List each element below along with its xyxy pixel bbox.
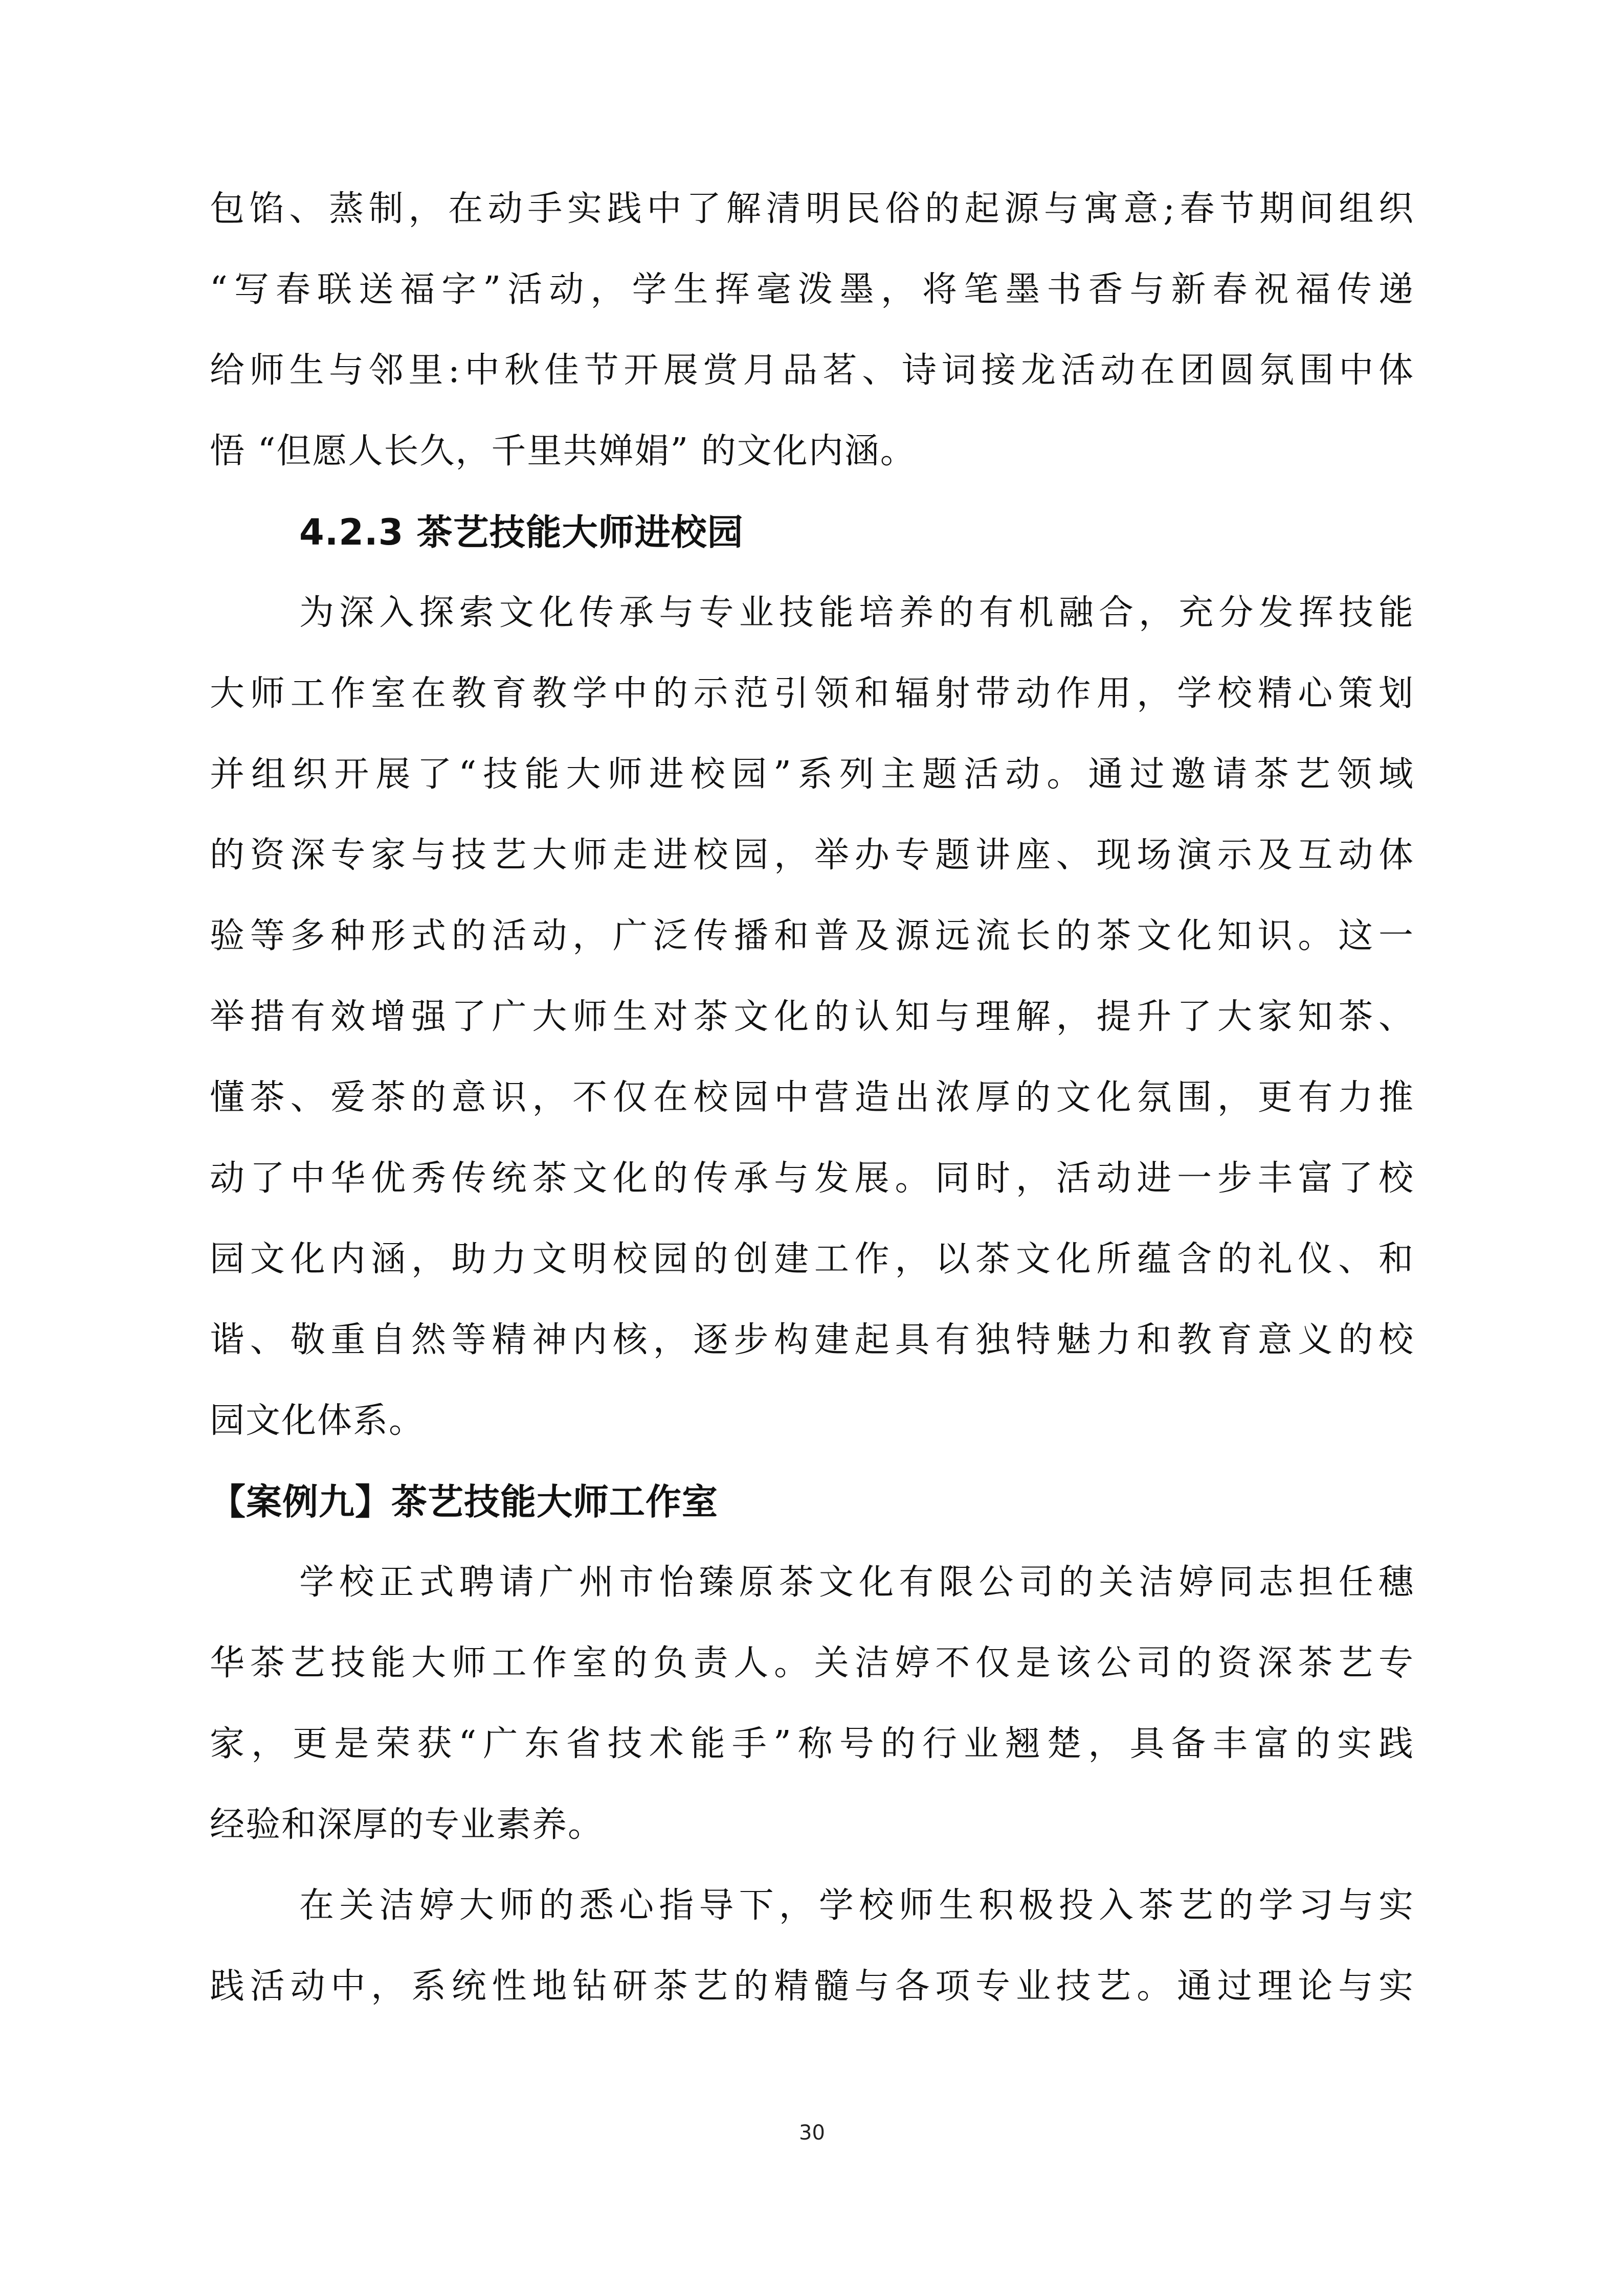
section-subheading: 4.2.3 茶艺技能大师进校园 — [299, 511, 744, 553]
body-text-line: 大师工作室在教育教学中的示范引领和辐射带动作用，学校精心策划 — [210, 673, 1414, 714]
body-text-line: 践活动中，系统性地钻研茶艺的精髓与各项专业技艺。通过理论与实 — [210, 1966, 1414, 2007]
body-text-line: 并组织开展了“技能大师进校园”系列主题活动。通过邀请茶艺领域 — [210, 754, 1414, 795]
body-text-line: “写春联送福字”活动，学生挥毫泼墨，将笔墨书香与新春祝福传递 — [210, 269, 1414, 310]
page-number: 30 — [799, 2121, 825, 2145]
body-text-line: 经验和深厚的专业素养。 — [210, 1805, 604, 1845]
body-text-line: 园文化内涵，助力文明校园的创建工作，以茶文化所蕴含的礼仪、和 — [210, 1239, 1414, 1279]
body-text-line: 验等多种形式的活动，广泛传播和普及源远流长的茶文化知识。这一 — [210, 916, 1414, 956]
body-text-line: 学校正式聘请广州市怡臻原茶文化有限公司的关洁婷同志担任穗 — [299, 1562, 1414, 1603]
body-text-line: 举措有效增强了广大师生对茶文化的认知与理解，提升了大家知茶、 — [210, 997, 1414, 1037]
body-text-line: 谐、敬重自然等精神内核，逐步构建起具有独特魅力和教育意义的校 — [210, 1320, 1414, 1360]
body-text-line: 在关洁婷大师的悉心指导下，学校师生积极投入茶艺的学习与实 — [299, 1885, 1414, 1926]
body-text-line: 华茶艺技能大师工作室的负责人。关洁婷不仅是该公司的资深茶艺专 — [210, 1643, 1414, 1683]
body-text-line: 包馅、蒸制，在动手实践中了解清明民俗的起源与寓意;春节期间组织 — [210, 189, 1414, 229]
body-text-line: 的资深专家与技艺大师走进校园，举办专题讲座、现场演示及互动体 — [210, 835, 1414, 875]
body-text-line: 动了中华优秀传统茶文化的传承与发展。同时，活动进一步丰富了校 — [210, 1158, 1414, 1199]
body-text-line: 给师生与邻里:中秋佳节开展赏月品茗、诗词接龙活动在团圆氛围中体 — [210, 350, 1414, 391]
body-text-line: 悟 “但愿人长久，千里共婵娟” 的文化内涵。 — [210, 431, 916, 471]
body-text-line: 园文化体系。 — [210, 1401, 425, 1441]
body-text-line: 家，更是荣获“广东省技术能手”称号的行业翘楚，具备丰富的实践 — [210, 1724, 1414, 1764]
body-text-line: 懂茶、爱茶的意识，不仅在校园中营造出浓厚的文化氛围，更有力推 — [210, 1077, 1414, 1118]
case-heading: 【案例九】茶艺技能大师工作室 — [210, 1481, 718, 1523]
page-body — [210, 169, 1414, 2027]
body-text-line: 为深入探索文化传承与专业技能培养的有机融合，充分发挥技能 — [299, 593, 1414, 633]
